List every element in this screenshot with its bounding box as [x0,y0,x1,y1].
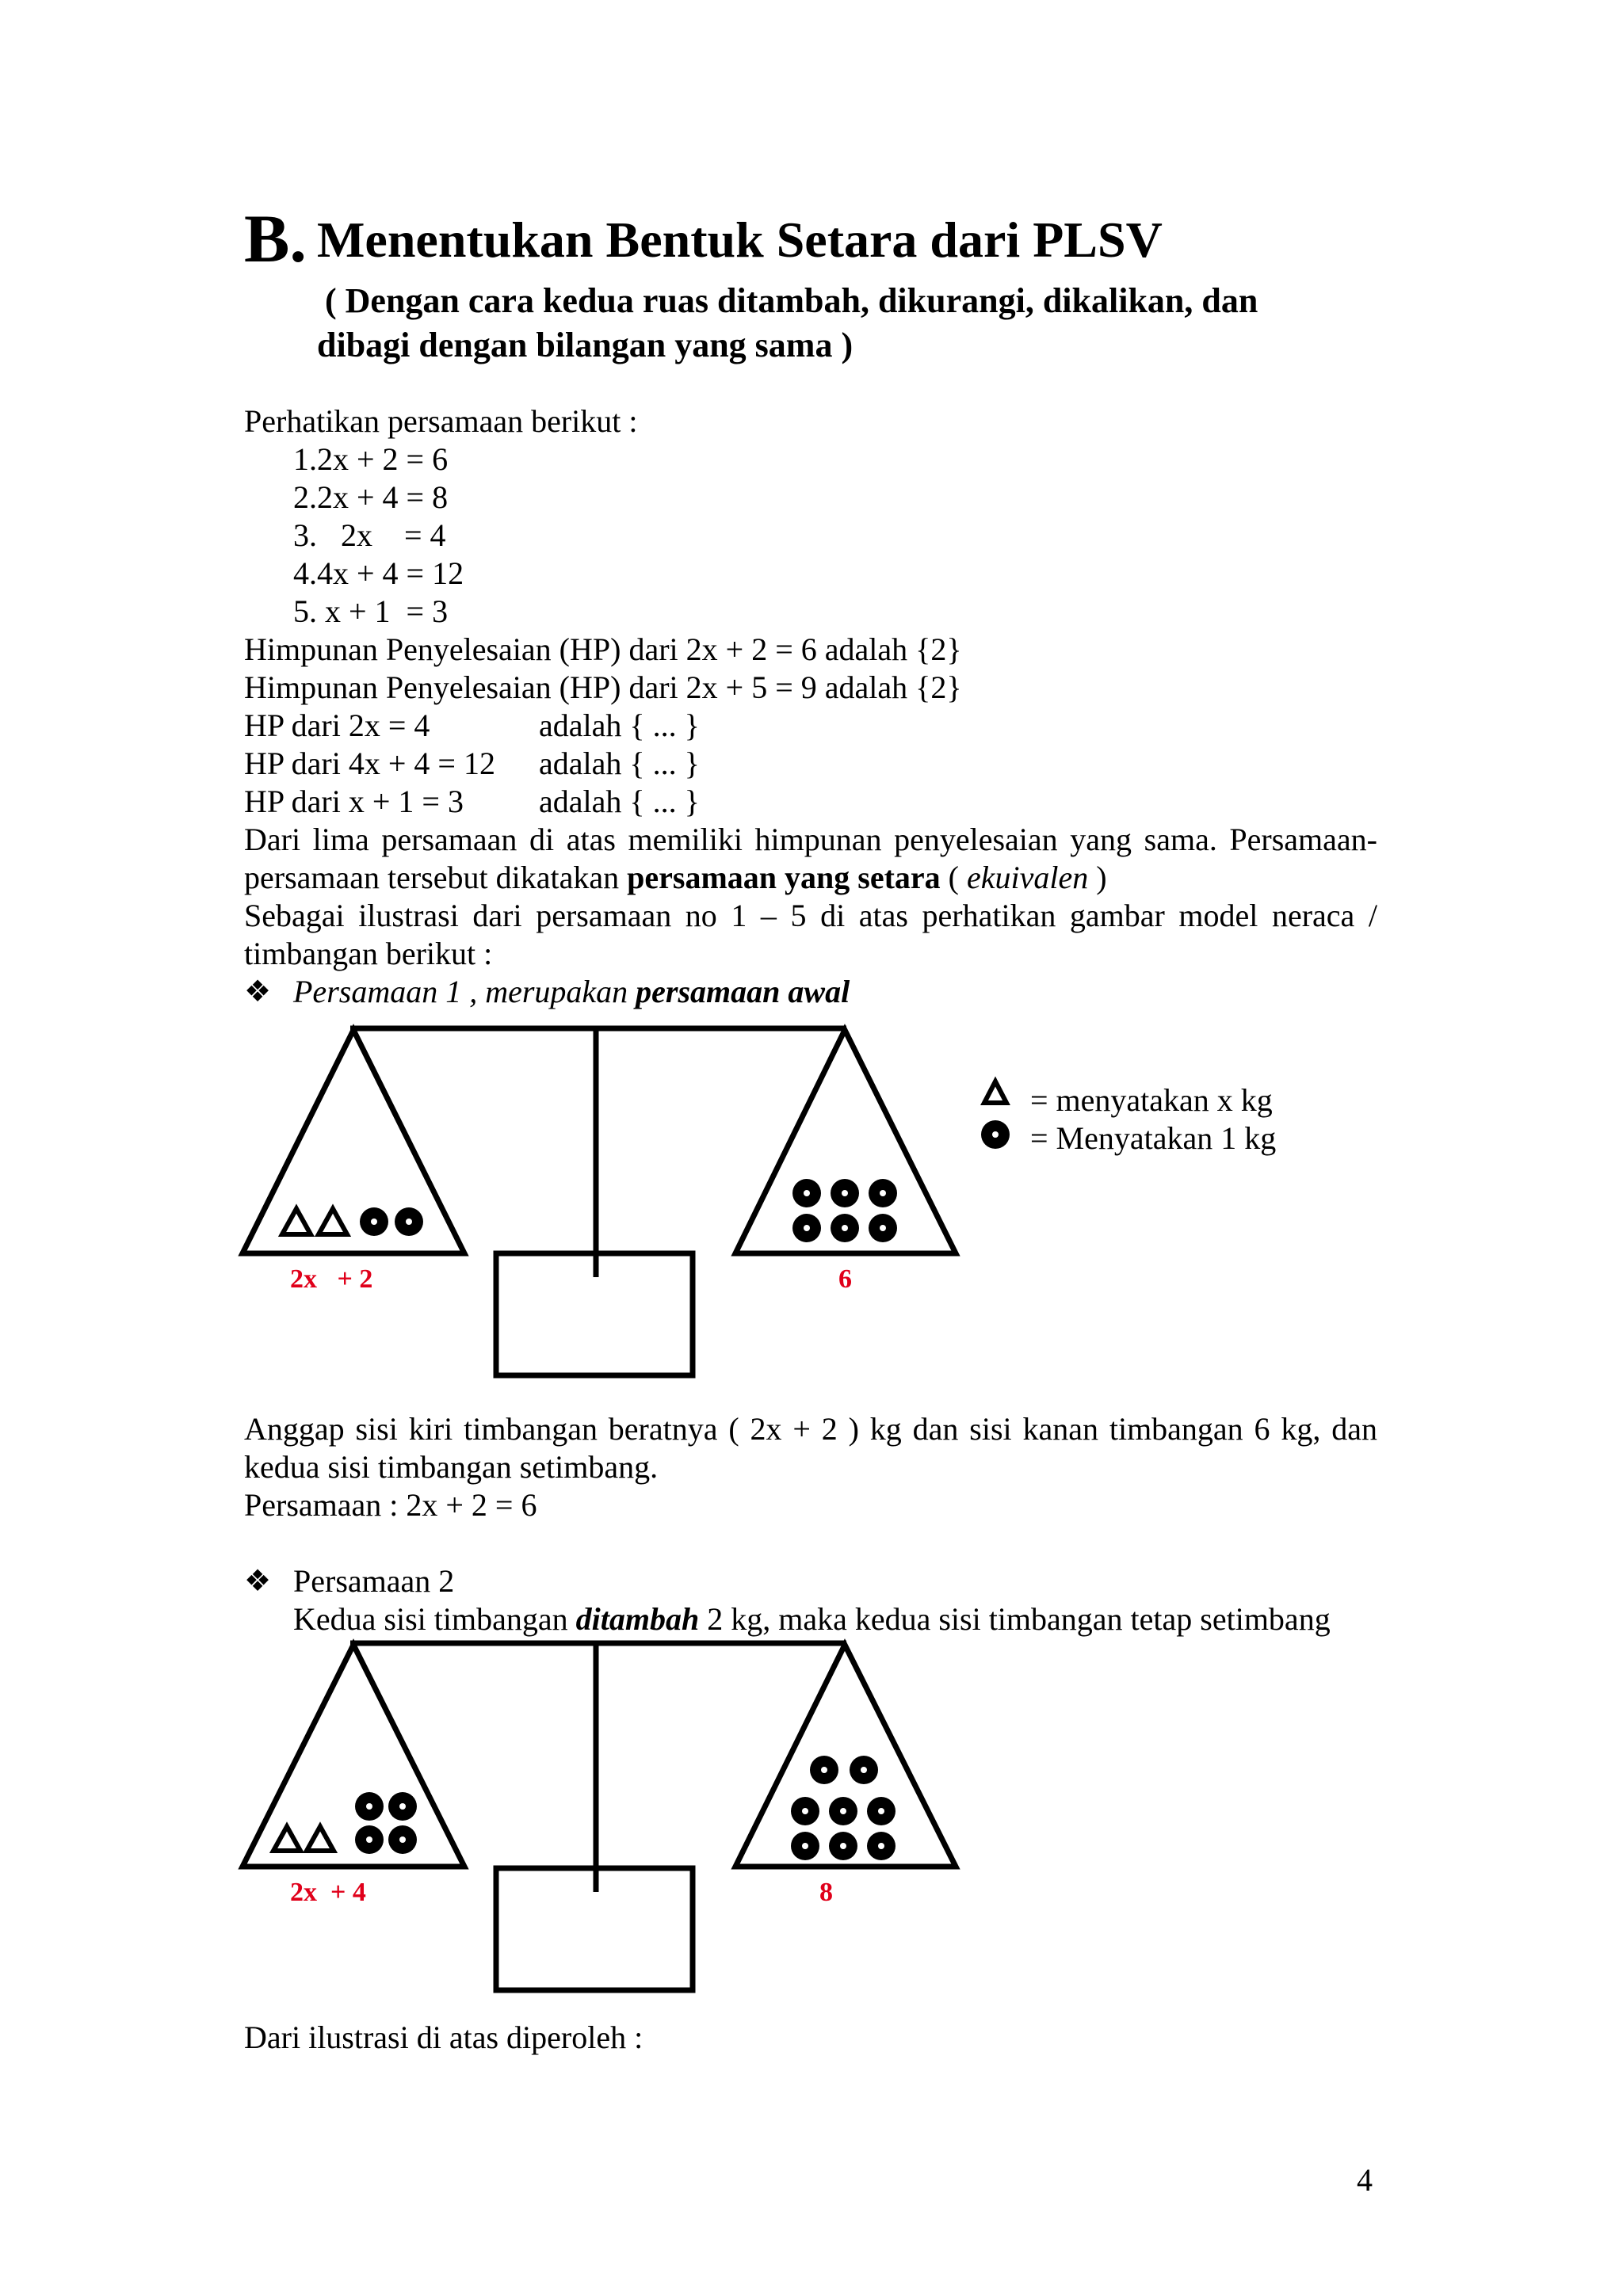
paren-close: ) [1088,860,1107,895]
paragraph-3-line-2: kedua sisi timbangan setimbang. [244,1449,659,1485]
triangle-x-kg [273,1826,300,1851]
subtitle-line-1: ( Dengan cara kedua ruas ditambah, dikurangi, dikalikan, dan [325,281,1258,320]
section-letter: B. [244,200,307,277]
bullet-2-text-c: 2 kg, maka kedua sisi timbangan tetap setimbang [699,1601,1331,1637]
legend-triangle-text: = menyatakan x kg [1030,1082,1273,1118]
weight-1kg-dot [861,1767,867,1773]
equation-4: 4.4x + 4 = 12 [293,555,464,591]
ekuivalen-term: ekuivalen [966,860,1089,895]
left-pan-2 [242,1645,464,1867]
paragraph-3-line-1: Anggap sisi kiri timbangan beratnya ( 2x + 2 ) kg dan sisi kanan timbangan 6 kg, dan [244,1411,1377,1447]
paragraph-3-line-3: Persamaan : 2x + 2 = 6 [244,1487,537,1523]
equation-5: 5. x + 1 = 3 [293,593,449,629]
bullet-2-icon: ❖ [244,1565,272,1598]
bullet-1-italic: Persamaan 1 , merupakan [293,974,636,1009]
paragraph-1-line-1: Dari lima persamaan di atas memiliki himpunan penyelesaian yang sama. Persamaan- [244,822,1377,857]
hp-short-label-3: HP dari x + 1 = 3 [244,784,464,819]
triangle-x-kg [307,1826,334,1851]
page-number: 4 [1357,2162,1373,2198]
equivalent-term: persamaan yang setara [627,860,941,895]
bullet-2-text-a: Kedua sisi timbangan [293,1601,576,1637]
weight-1kg-dot [366,1803,372,1810]
hp-line-2: Himpunan Penyelesaian (HP) dari 2x + 5 = 9 adalah {2} [244,669,962,705]
diagram-1-left-label: 2x + 2 [290,1264,373,1294]
paren-open: ( [940,860,967,895]
subtitle-line-2: dibagi dengan bilangan yang sama ) [317,326,854,364]
weight-1kg-dot [878,1843,884,1849]
hp-short-label-1: HP dari 2x = 4 [244,707,430,743]
legend-weight-text: = Menyatakan 1 kg [1030,1120,1277,1156]
weight-1kg-dot [802,1808,808,1814]
equation-1: 1.2x + 2 = 6 [293,441,449,477]
weight-1kg-dot [840,1808,846,1814]
weight-1kg-dot [821,1767,827,1773]
weight-1kg-dot [399,1836,406,1843]
hp-short-result-1: adalah { ... } [539,707,700,743]
weight-1kg-dot [878,1808,884,1814]
hp-short-result-3: adalah { ... } [539,784,700,819]
closing-text: Dari ilustrasi di atas diperoleh : [244,2019,643,2055]
weight-1kg-dot [802,1843,808,1849]
paragraph-1-text: persamaan tersebut dikatakan [244,860,628,895]
bullet-1-bold-italic: persamaan awal [636,974,850,1009]
paragraph-2-line-1: Sebagai ilustrasi dari persamaan no 1 – 5 di atas perhatikan gambar model neraca / [244,898,1377,933]
ditambah-term: ditambah [575,1601,700,1637]
section-title: Menentukan Bentuk Setara dari PLSV [317,212,1163,268]
paragraph-2-line-2: timbangan berikut : [244,936,493,971]
diagram-2-left-label: 2x + 4 [290,1878,366,1907]
diagram-2-right-label: 8 [819,1878,833,1907]
diagram-1-right-label: 6 [838,1264,852,1294]
weight-1kg-dot [366,1836,372,1843]
hp-line-1: Himpunan Penyelesaian (HP) dari 2x + 2 = 6 adalah {2} [244,631,962,667]
equation-3: 3. 2x = 4 [293,517,446,553]
equation-2: 2.2x + 4 = 8 [293,479,449,515]
bullet-1-icon: ❖ [244,975,272,1009]
weight-1kg-dot [840,1843,846,1849]
weight-1kg-dot [399,1803,406,1810]
hp-short-result-2: adalah { ... } [539,746,700,781]
intro-text: Perhatikan persamaan berikut : [244,403,638,439]
hp-short-label-2: HP dari 4x + 4 = 12 [244,746,495,781]
bullet-2-title: Persamaan 2 [293,1563,455,1599]
